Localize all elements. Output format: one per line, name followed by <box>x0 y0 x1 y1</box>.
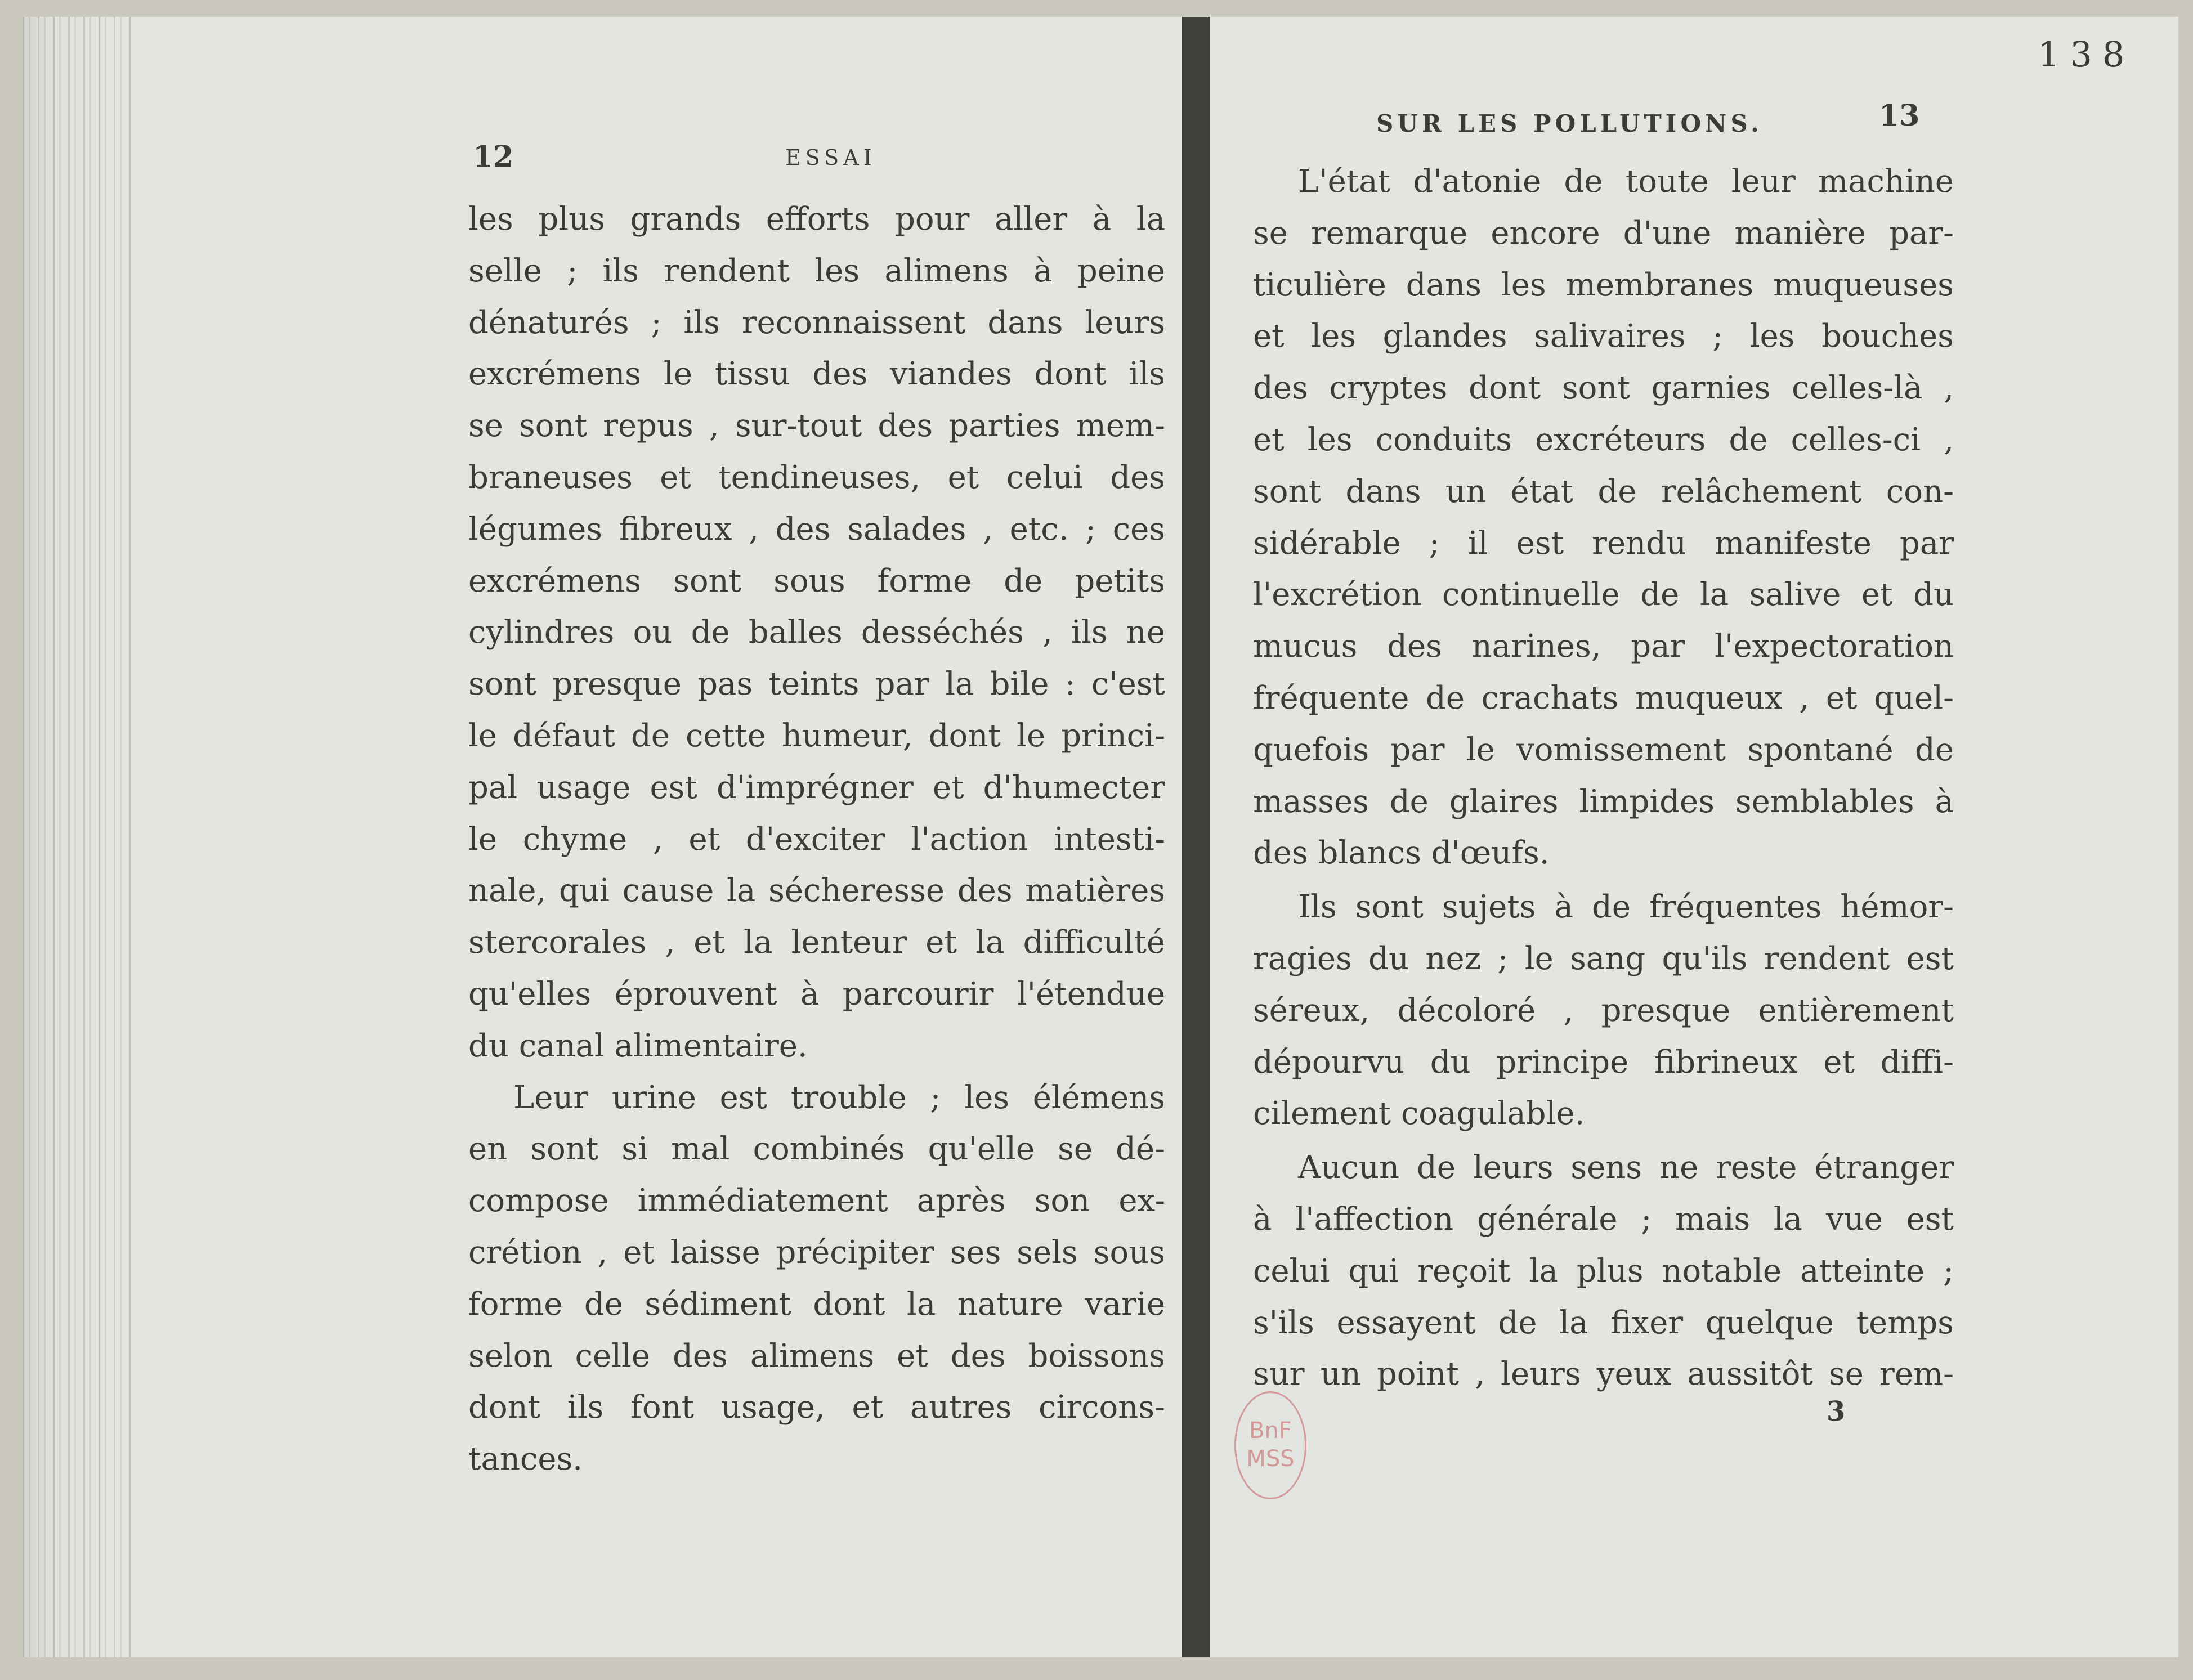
text-line: séreux, décoloré , presque entièrement <box>1253 992 1954 1029</box>
text-line: le chyme , et d'exciter l'action intesti- <box>468 821 1165 858</box>
text-line: ragies du nez ; le sang qu'ils rendent est <box>1253 940 1954 977</box>
text-line: se sont repus , sur-tout des parties mem- <box>468 407 1165 445</box>
stamp-line-1: BnF <box>1249 1418 1292 1444</box>
text-line: stercorales , et la lenteur et la difficulté <box>468 924 1165 961</box>
text-line: selle ; ils rendent les alimens à peine <box>468 252 1165 289</box>
text-line: des blancs d'œufs. <box>1253 835 1550 872</box>
folio-number: 138 <box>2038 34 2135 75</box>
text-line: s'ils essayent de la fixer quelque temps <box>1253 1304 1954 1341</box>
text-line: cylindres ou de balles desséchés , ils ne <box>468 614 1165 651</box>
text-line: forme de sédiment dont la nature varie <box>468 1285 1165 1323</box>
text-line: Aucun de leurs sens ne reste étranger <box>1298 1149 1954 1186</box>
text-line: sont presque pas teints par la bile : c'est <box>468 666 1165 703</box>
text-line: Leur urine est trouble ; les élémens <box>513 1079 1165 1116</box>
text-line: compose immédiatement après son ex- <box>468 1182 1165 1220</box>
text-line: excrémens le tissu des viandes dont ils <box>468 356 1165 393</box>
bnf-library-stamp <box>1234 1391 1306 1499</box>
text-line: masses de glaires limpides semblables à <box>1253 783 1954 820</box>
text-line: des cryptes dont sont garnies celles-là , <box>1253 370 1954 407</box>
text-line: quefois par le vomissement spontané de <box>1253 731 1954 768</box>
text-line: et les conduits excréteurs de celles-ci , <box>1253 422 1954 458</box>
text-line: ticulière dans les membranes muqueuses <box>1253 266 1954 303</box>
text-line: qu'elles éprouvent à parcourir l'étendue <box>468 976 1165 1013</box>
text-line: en sont si mal combinés qu'elle se dé- <box>468 1131 1165 1168</box>
right-running-head: SUR LES POLLUTIONS. <box>1376 110 1763 137</box>
right-page-number: 13 <box>1879 98 1920 133</box>
text-line: Ils sont sujets à de fréquentes hémor- <box>1298 889 1954 926</box>
text-line: le défaut de cette humeur, dont le princi- <box>468 718 1165 754</box>
text-line: dépourvu du principe fibrineux et diffi- <box>1253 1043 1954 1081</box>
signature-mark: 3 <box>1827 1396 1846 1427</box>
text-line: l'excrétion continuelle de la salive et du <box>1253 576 1954 613</box>
page-edge-shadow <box>23 17 135 1657</box>
text-line: cilement coagulable. <box>1253 1095 1585 1132</box>
text-line: les plus grands efforts pour aller à la <box>468 201 1165 238</box>
text-line: à l'affection générale ; mais la vue est <box>1253 1201 1954 1238</box>
text-line: se remarque encore d'une manière par- <box>1253 214 1954 252</box>
text-line: nale, qui cause la sécheresse des matières <box>468 872 1165 910</box>
text-line: sidérable ; il est rendu manifeste par <box>1253 525 1954 562</box>
text-line: sur un point , leurs yeux aussitôt se rem- <box>1253 1356 1954 1393</box>
text-line: L'état d'atonie de toute leur machine <box>1298 163 1954 200</box>
text-line: tances. <box>468 1441 583 1478</box>
left-running-head: ESSAI <box>785 145 876 170</box>
text-line: sont dans un état de relâchement con- <box>1253 473 1954 510</box>
text-line: fréquente de crachats muqueux , et quel- <box>1253 680 1954 716</box>
text-line: mucus des narines, par l'expectoration <box>1253 628 1954 665</box>
stamp-line-2: MSS <box>1246 1446 1295 1472</box>
text-line: dont ils font usage, et autres circons- <box>468 1389 1165 1426</box>
text-line: pal usage est d'imprégner et d'humecter <box>468 769 1165 806</box>
text-line: et les glandes salivaires ; les bouches <box>1253 318 1954 355</box>
text-line: excrémens sont sous forme de petits <box>468 562 1165 599</box>
text-line: celui qui reçoit la plus notable atteinte ; <box>1253 1252 1954 1289</box>
text-line: selon celle des alimens et des boissons <box>468 1337 1165 1374</box>
text-line: dénaturés ; ils reconnaissent dans leurs <box>468 304 1165 341</box>
text-line: braneuses et tendineuses, et celui des <box>468 459 1165 496</box>
left-page-number: 12 <box>473 140 514 174</box>
book-spine <box>1182 17 1210 1657</box>
text-line: légumes fibreux , des salades , etc. ; ces <box>468 510 1165 548</box>
text-line: crétion , et laisse précipiter ses sels sous <box>468 1234 1165 1271</box>
text-line: du canal alimentaire. <box>468 1027 808 1064</box>
